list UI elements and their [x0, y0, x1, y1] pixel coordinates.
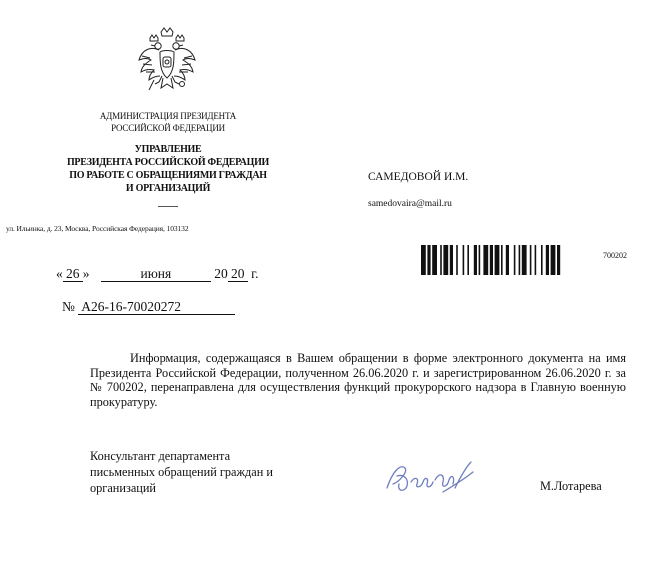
barcode-bar [506, 245, 509, 275]
barcode-bar [467, 245, 469, 275]
recipient-email: samedovaira@mail.ru [368, 199, 452, 209]
department-line: УПРАВЛЕНИЕ [134, 144, 202, 155]
barcode-bar [463, 245, 465, 275]
registration-number [62, 299, 235, 315]
handwritten-signature [383, 458, 475, 498]
barcode-bar [551, 245, 556, 275]
recipient-name: САМЕДОВОЙ И.М. [368, 171, 469, 183]
barcode-bar [546, 245, 549, 275]
registration-value: А26-16-70020272 [78, 299, 235, 315]
sender-address: ул. Ильинка, д. 23, Москва, Российская Федерация, 103132 [6, 224, 189, 233]
barcode-bar [479, 245, 481, 275]
barcode [421, 245, 596, 275]
position-line: письменных обращений граждан и [90, 465, 273, 479]
barcode-bar [432, 245, 437, 275]
position-line: Консультант департамента [90, 449, 231, 463]
barcode-bar [541, 245, 543, 275]
date-close-quote: » [82, 266, 90, 281]
barcode-bar [522, 245, 527, 275]
position-line: организаций [90, 481, 157, 495]
signee-name: М.Лотарева [540, 479, 602, 493]
date-month: июня [101, 266, 211, 282]
administration-line: АДМИНИСТРАЦИЯ ПРЕЗИДЕНТА [99, 111, 237, 121]
barcode-bar [501, 245, 503, 275]
barcode-bar [440, 245, 442, 275]
barcode-bar [557, 245, 560, 275]
barcode-bar [483, 245, 488, 275]
barcode-number: 700202 [603, 251, 627, 260]
department-line: И ОРГАНИЗАЦИЙ [125, 183, 211, 194]
barcode-bar [443, 245, 448, 275]
barcode-bar [421, 245, 426, 275]
administration-name [50, 110, 286, 134]
department-line: ПРЕЗИДЕНТА РОССИЙСКОЙ ФЕДЕРАЦИИ [66, 157, 270, 168]
administration-line: РОССИЙСКОЙ ФЕДЕРАЦИИ [111, 123, 225, 133]
department-line: ПО РАБОТЕ С ОБРАЩЕНИЯМИ ГРАЖДАН [69, 170, 267, 181]
barcode-bar [495, 245, 500, 275]
divider [158, 206, 178, 207]
registration-prefix: № [62, 299, 75, 314]
barcode-bar [514, 245, 516, 275]
department-name [50, 143, 286, 195]
date-year-suffix: 20 [228, 266, 248, 282]
letter-body [90, 351, 626, 409]
date-year-unit: г. [251, 266, 259, 281]
barcode-bar [519, 245, 521, 275]
state-emblem-icon [136, 26, 198, 96]
barcode-bar [450, 245, 453, 275]
date-day: 26 [63, 266, 83, 282]
barcode-bar [474, 245, 477, 275]
signer-position [90, 448, 320, 496]
barcode-bar [535, 245, 537, 275]
date-open-quote: « [56, 266, 63, 281]
date-year-prefix: 20 [214, 266, 228, 281]
barcode-bar [427, 245, 430, 275]
barcode-bar [456, 245, 458, 275]
document-date [56, 266, 259, 282]
barcode-bar [530, 245, 532, 275]
body-paragraph: Информация, содержащаяся в Вашем обращении в форме электронного документа на имя Президента Российской Федерации, полученном 26.06.2020 г. и зарегистрированном 26.06.2020 г. за № 700202, перенаправлена для осуществления функций прокурорского надзора в Главную военную прокуратуру. [90, 351, 626, 409]
barcode-bar [490, 245, 493, 275]
